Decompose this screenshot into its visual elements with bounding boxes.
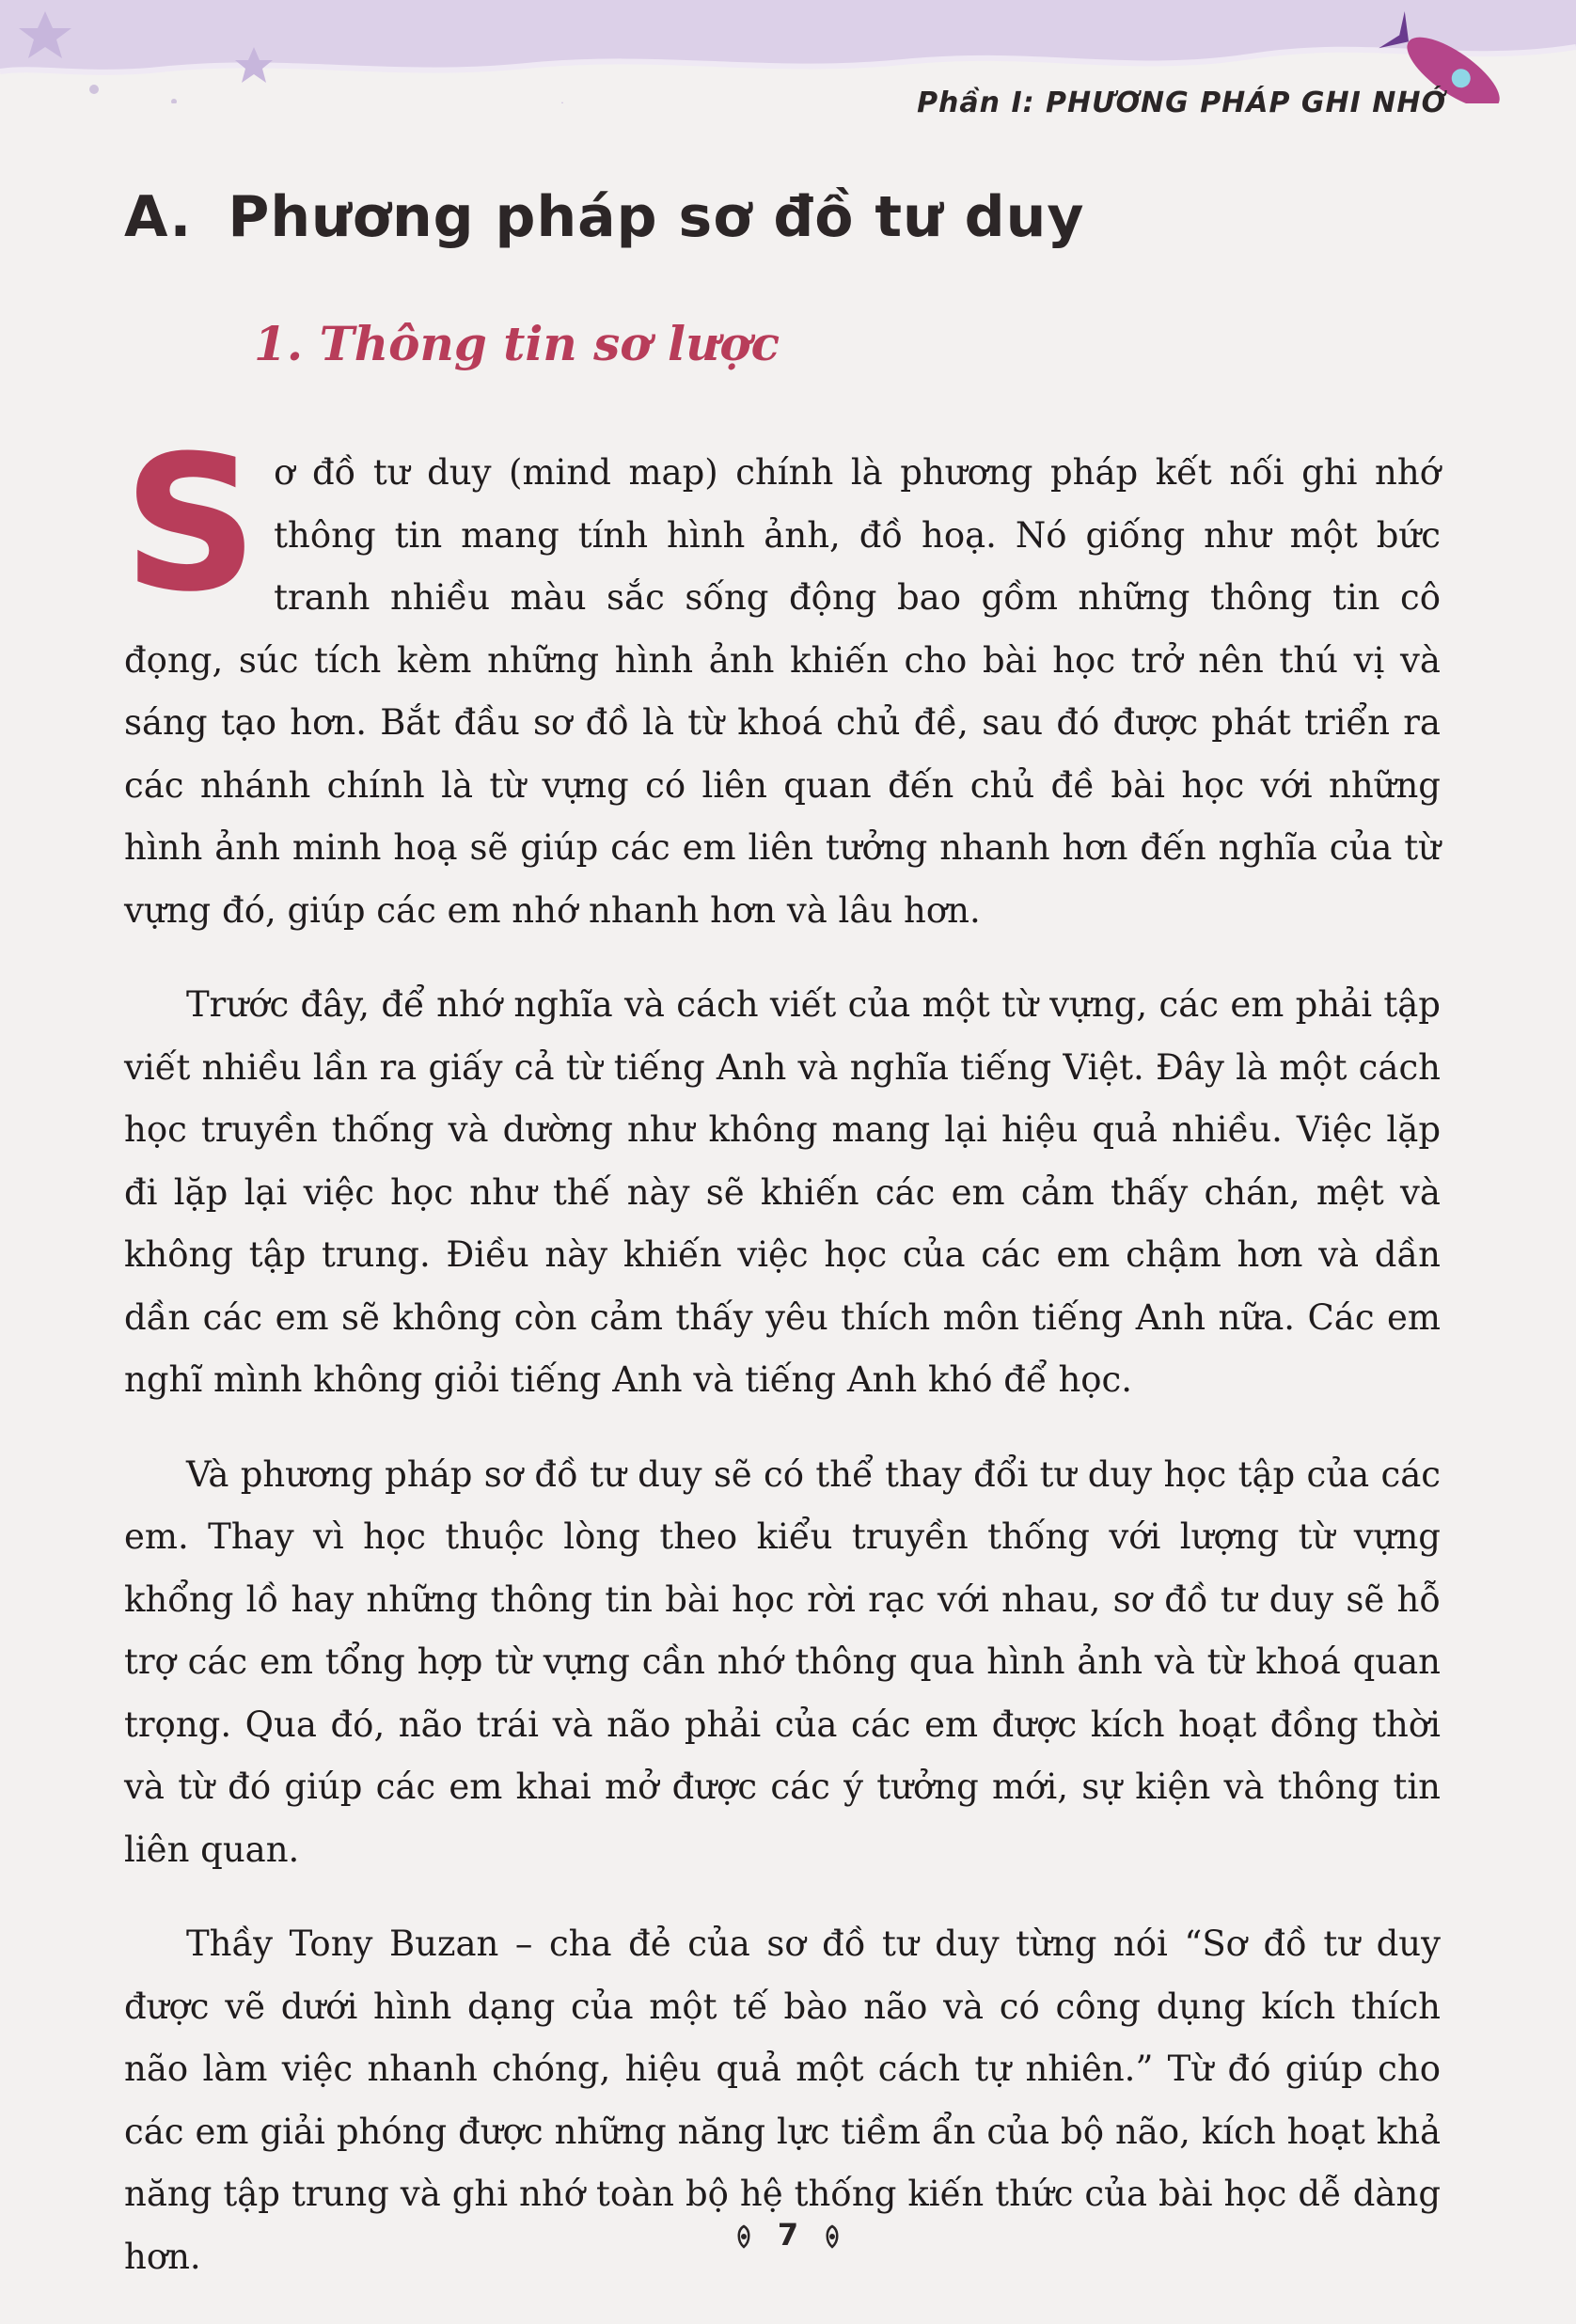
page-footer	[0, 2217, 1576, 2253]
body-text	[124, 417, 1441, 2320]
section-title-text: Phương pháp sơ đồ tư duy	[228, 184, 1085, 250]
drop-cap: S	[124, 417, 258, 632]
paragraph-4: Thầy Tony Buzan – cha đẻ của sơ đồ tư duy từng nói “Sơ đồ tư duy được vẽ dưới hình dạng của một tế bào não và có công dụng kích thích não làm việc nhanh chóng, hiệu quả một cách tự nhiên.” Từ đó giúp cho các em giải phóng được những năng lực tiềm ẩn của bộ não, kích hoạt khả năng tập trung và ghi nhớ toàn bộ hệ thống kiến thức của bài học dễ dàng hơn.	[124, 1924, 1441, 2277]
paragraph-2: Trước đây, để nhớ nghĩa và cách viết của một từ vựng, các em phải tập viết nhiều lần ra giấy cả từ tiếng Anh và nghĩa tiếng Việt. Đây là một cách học truyền thống và dường như không mang lại hiệu quả nhiều. Việc lặp đi lặp lại việc học như thế này sẽ khiến các em cảm thấy chán, mệt và không tập trung. Điều này khiến việc học của các em chậm hơn và dần dần các em sẽ không còn cảm thấy yêu thích môn tiếng Anh nữa. Các em nghĩ mình không giỏi tiếng Anh và tiếng Anh khó để học.	[124, 984, 1441, 1400]
page-number: 7	[777, 2217, 799, 2253]
paragraph-1-text: ơ đồ tư duy (mind map) chính là phương pháp kết nối ghi nhớ thông tin mang tính hình ảnh, đồ hoạ. Nó giống như một bức tranh nhiều màu sắc sống động bao gồm những thông tin cô đọng, súc tích kèm những hình ảnh khiến cho bài học trở nên thú vị và sáng tạo hơn. Bắt đầu sơ đồ là từ khoá chủ đề, sau đó được phát triển ra các nhánh chính là từ vựng có liên quan đến chủ đề bài học với những hình ảnh minh hoạ sẽ giúp các em liên tưởng nhanh hơn đến nghĩa của từ vựng đó, giúp các em nhớ nhanh hơn và lâu hơn.	[124, 452, 1441, 931]
page-ornament-icon	[733, 2224, 754, 2249]
paragraph-3: Và phương pháp sơ đồ tư duy sẽ có thể thay đổi tư duy học tập của các em. Thay vì học thuộc lòng theo kiểu truyền thống với lượng từ vựng khổng lồ hay những thông tin bài học rời rạc với nhau, sơ đồ tư duy sẽ hỗ trợ các em tổng hợp từ vựng cần nhớ thông qua hình ảnh và từ khoá quan trọng. Qua đó, não trái và não phải của các em được kích hoạt đồng thời và từ đó giúp các em khai mở được các ý tưởng mới, sự kiện và thông tin liên quan.	[124, 1453, 1441, 1870]
paragraph-1	[124, 417, 1441, 942]
subsection-title: 1. Thông tin sơ lược	[254, 316, 780, 371]
section-letter: A.	[124, 184, 193, 250]
section-title	[124, 184, 1084, 250]
running-header: Phần I: PHƯƠNG PHÁP GHI NHỚ	[917, 86, 1446, 119]
page-ornament-icon	[822, 2224, 843, 2249]
